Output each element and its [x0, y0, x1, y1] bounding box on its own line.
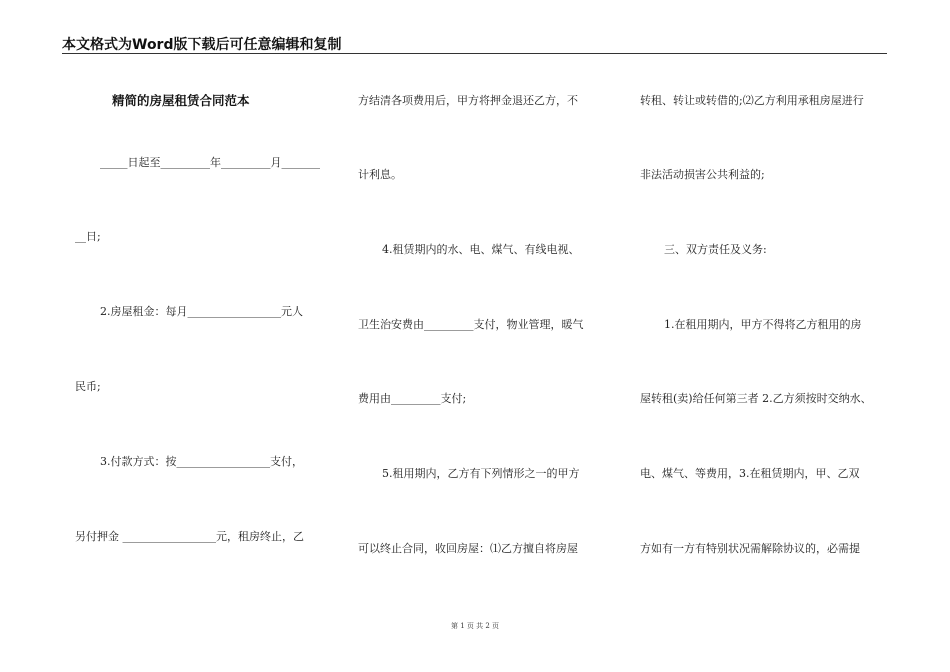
- col2-line-4: 卫生治安费由_________支付，物业管理，暖气: [358, 318, 584, 331]
- col2-line-6: 5.租用期内，乙方有下列情形之一的甲方: [382, 467, 580, 480]
- col1-line-4: 民币;: [75, 380, 101, 393]
- col3-line-6: 电、煤气、等费用，3.在租赁期内，甲、乙双: [640, 467, 860, 480]
- col3-line-2: 非法活动损害公共利益的;: [640, 168, 765, 181]
- col1-line-3: 2.房屋租金：每月_________________元人: [100, 305, 303, 318]
- page-header-title: 本文格式为Word版下载后可任意编辑和复制: [62, 37, 342, 53]
- col3-line-3: 三、双方责任及义务:: [664, 243, 767, 256]
- col3-line-4: 1.在租用期内，甲方不得将乙方租用的房: [664, 318, 862, 331]
- col3-line-7: 方如有一方有特别状况需解除协议的，必需提: [640, 542, 860, 555]
- document-title: 精简的房屋租赁合同范本: [112, 93, 250, 108]
- page-number: 第 1 页 共 2 页: [450, 622, 500, 630]
- col1-line-1: _____日起至_________年_________月_______: [100, 156, 320, 169]
- col2-line-1: 方结清各项费用后，甲方将押金退还乙方，不: [358, 94, 578, 107]
- col3-line-5: 屋转租(卖)给任何第三者 2.乙方须按时交纳水、: [640, 392, 872, 405]
- col2-line-5: 费用由_________支付;: [358, 392, 467, 405]
- header-divider: [62, 53, 887, 54]
- col2-line-2: 计利息。: [358, 168, 402, 181]
- col2-line-7: 可以终止合同，收回房屋：⑴乙方擅自将房屋: [358, 542, 578, 555]
- col1-line-6: 另付押金 _________________元，租房终止，乙: [75, 530, 304, 543]
- col1-line-5: 3.付款方式：按_________________支付，: [100, 455, 303, 468]
- col3-line-1: 转租、转让或转借的;⑵乙方利用承租房屋进行: [640, 94, 864, 107]
- col1-line-2: __日;: [75, 230, 101, 243]
- col2-line-3: 4.租赁期内的水、电、煤气、有线电视、: [382, 243, 580, 256]
